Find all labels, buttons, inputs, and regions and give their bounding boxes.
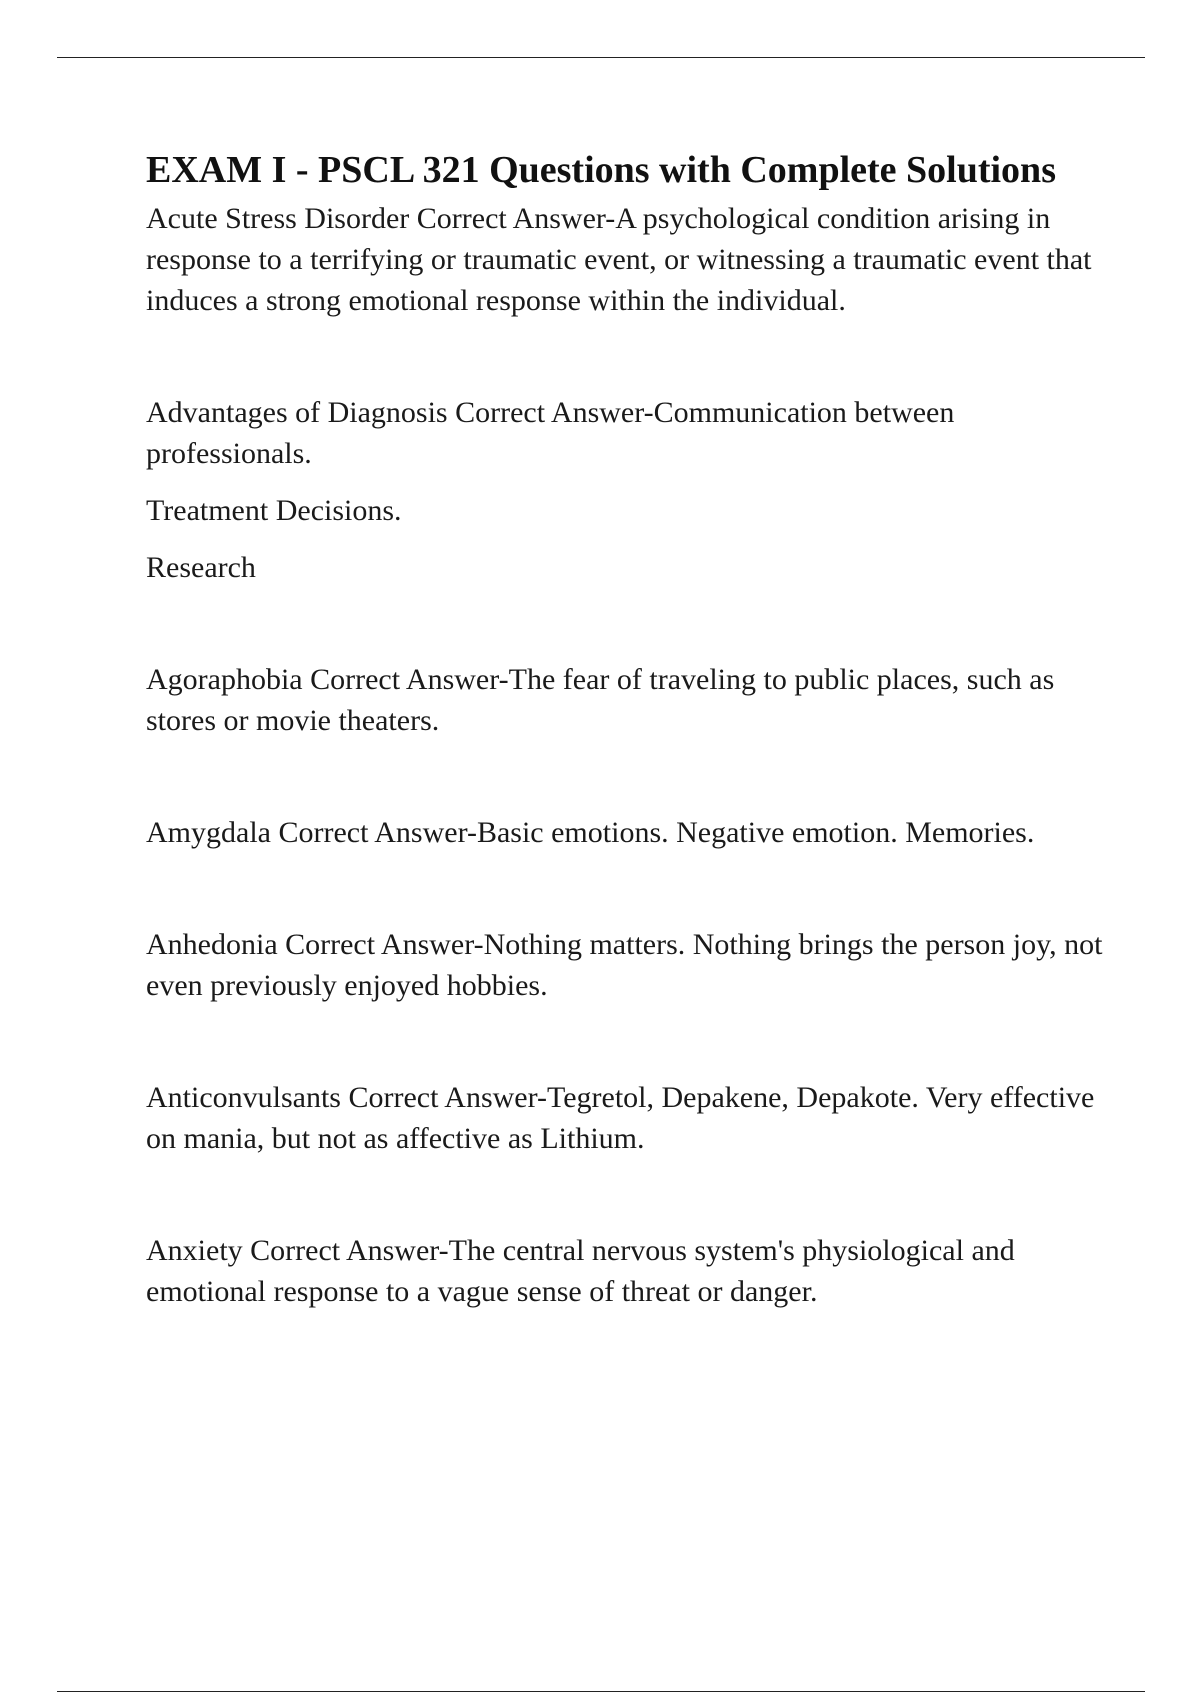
entry-anhedonia: Anhedonia Correct Answer-Nothing matters. Nothing brings the person joy, not even previously enjoyed hobbies. <box>146 928 1103 1002</box>
entry-anxiety: Anxiety Correct Answer-The central nervous system's physiological and emotional response to a vague sense of threat or danger. <box>146 1234 1015 1308</box>
entry-anticonvulsants: Anticonvulsants Correct Answer-Tegretol, Depakene, Depakote. Very effective on mania, but not as affective as Lithium. <box>146 1081 1095 1155</box>
document-title: EXAM I - PSCL 321 Questions with Complete Solutions <box>146 149 1056 191</box>
entry-advantages-of-diagnosis: Advantages of Diagnosis Correct Answer-Communication between professionals. <box>146 396 955 470</box>
bottom-rule <box>57 1691 1145 1692</box>
top-rule <box>57 57 1145 58</box>
entry-advantages-research: Research <box>146 551 256 584</box>
entry-advantages-treatment-decisions: Treatment Decisions. <box>146 494 402 527</box>
document-body <box>146 145 1106 1312</box>
entry-agoraphobia: Agoraphobia Correct Answer-The fear of traveling to public places, such as stores or movie theaters. <box>146 663 1055 737</box>
entry-acute-stress-disorder: Acute Stress Disorder Correct Answer-A psychological condition arising in response to a terrifying or traumatic event, or witnessing a traumatic event that induces a strong emotional response within the individual. <box>146 202 1092 317</box>
entry-amygdala: Amygdala Correct Answer-Basic emotions. Negative emotion. Memories. <box>146 816 1035 849</box>
